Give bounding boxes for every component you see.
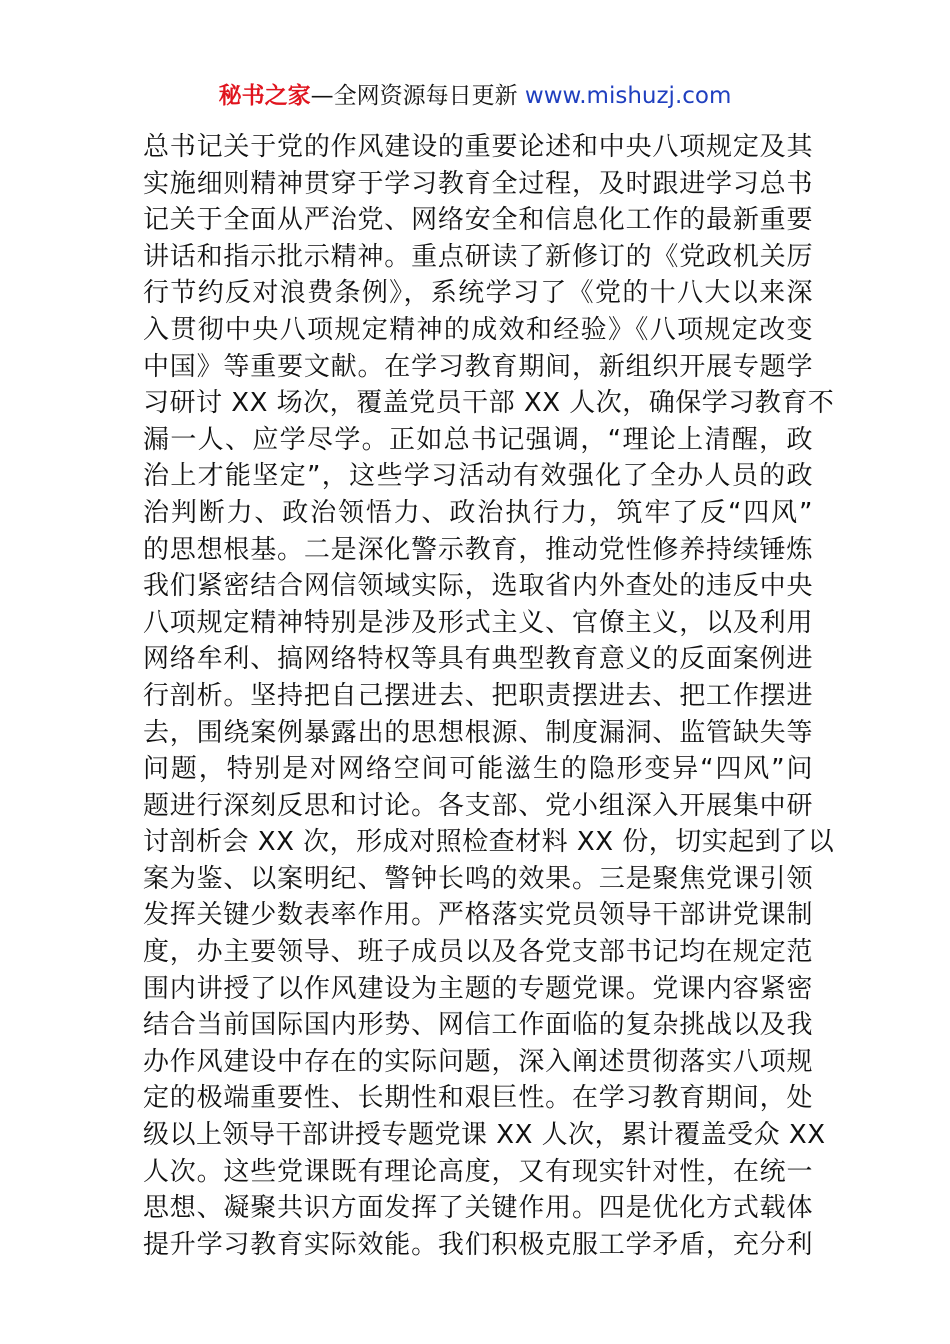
body-line: 级以上领导干部讲授专题党课 XX 人次，累计覆盖受众 XX [143, 1120, 826, 1151]
body-line: 习研讨 XX 场次，覆盖党员干部 XX 人次，确保学习教育不 [143, 388, 835, 419]
body-line: 治上才能坚定”，这些学习活动有效强化了全办人员的政 [143, 461, 813, 492]
body-line: 网络牟利、搞网络特权等具有典型教育意义的反面案例进 [143, 644, 813, 675]
body-line: 提升学习教育实际效能。我们积极克服工学矛盾，充分利 [143, 1229, 813, 1260]
body-line: 我们紧密结合网信领域实际，选取省内外查处的违反中央 [143, 571, 813, 602]
body-line: 定的极端重要性、长期性和艰巨性。在学习教育期间，处 [143, 1083, 813, 1114]
document-body [143, 129, 835, 1263]
body-line: 八项规定精神特别是涉及形式主义、官僚主义，以及利用 [143, 607, 813, 638]
body-line: 中国》等重要文献。在学习教育期间，新组织开展专题学 [143, 351, 813, 382]
body-line: 总书记关于党的作风建设的重要论述和中央八项规定及其 [143, 132, 813, 162]
brand-name: 秘书之家 [218, 83, 311, 109]
body-line: 讨剖析会 XX 次，形成对照检查材料 XX 份，切实起到了以 [143, 827, 835, 858]
body-line: 案为鉴、以案明纪、警钟长鸣的效果。三是聚焦党课引领 [143, 863, 813, 894]
header-tagline: —全网资源每日更新 [310, 83, 518, 109]
body-line: 结合当前国际国内形势、网信工作面临的复杂挑战以及我 [143, 1010, 813, 1041]
body-line: 题进行深刻反思和讨论。各支部、党小组深入开展集中研 [143, 790, 813, 821]
body-line: 去，围绕案例暴露出的思想根源、制度漏洞、监管缺失等 [143, 717, 813, 748]
body-line: 实施细则精神贯穿于学习教育全过程，及时跟进学习总书 [143, 168, 813, 199]
body-line: 入贯彻中央八项规定精神的成效和经验》《八项规定改变 [143, 314, 813, 345]
body-line: 记关于全面从严治党、网络安全和信息化工作的最新重要 [143, 205, 813, 236]
body-line: 行剖析。坚持把自己摆进去、把职责摆进去、把工作摆进 [143, 680, 813, 711]
body-line: 讲话和指示批示精神。重点研读了新修订的《党政机关厉 [143, 241, 813, 272]
body-line: 围内讲授了以作风建设为主题的专题党课。党课内容紧密 [143, 973, 813, 1004]
body-line: 人次。这些党课既有理论高度，又有现实针对性，在统一 [143, 1156, 813, 1187]
body-line: 漏一人、应学尽学。正如总书记强调，“理论上清醒，政 [143, 424, 813, 455]
body-line: 办作风建设中存在的实际问题，深入阐述贯彻落实八项规 [143, 1046, 813, 1077]
body-line: 的思想根基。二是深化警示教育，推动党性修养持续锤炼 [143, 534, 813, 565]
body-line: 发挥关键少数表率作用。严格落实党员领导干部讲党课制 [143, 900, 813, 931]
body-line: 行节约反对浪费条例》，系统学习了《党的十八大以来深 [143, 278, 813, 309]
site-header [0, 80, 950, 112]
body-line: 思想、凝聚共识方面发挥了关键作用。四是优化方式载体 [143, 1193, 813, 1224]
body-line: 问题，特别是对网络空间可能滋生的隐形变异“四风”问 [143, 754, 813, 785]
body-line: 度，办主要领导、班子成员以及各党支部书记均在规定范 [143, 937, 813, 968]
body-line: 治判断力、政治领悟力、政治执行力，筑牢了反“四风” [143, 497, 813, 528]
site-url-link[interactable]: www.mishuzj.com [524, 83, 732, 109]
